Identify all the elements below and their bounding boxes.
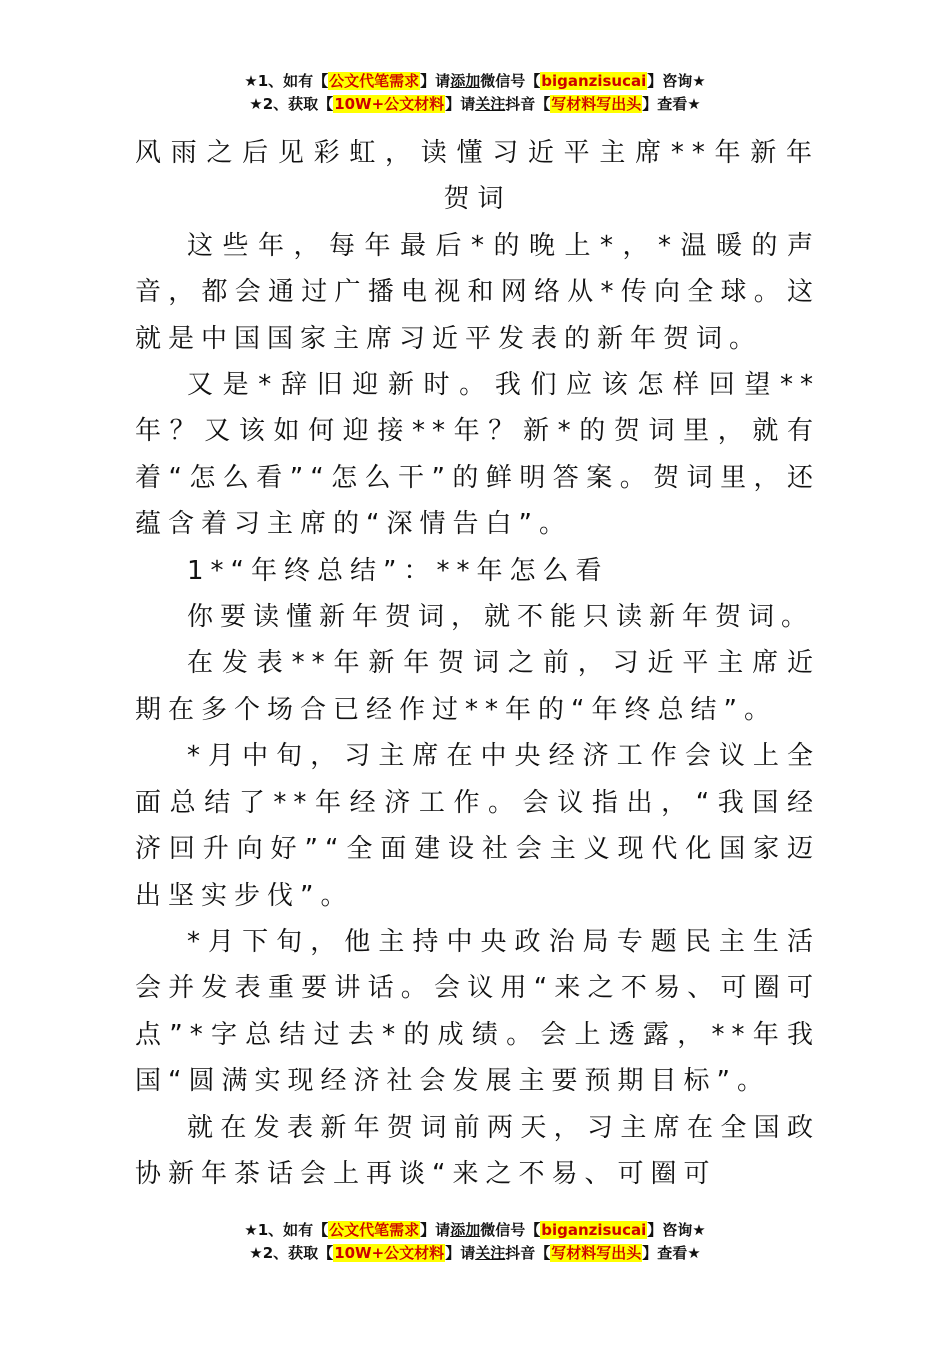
footer-banner	[0, 1219, 950, 1265]
document-body	[135, 130, 820, 1197]
banner-text: ★1、如有【	[244, 1221, 329, 1239]
highlight-douyin-id: 写材料写出头	[551, 1244, 642, 1262]
banner-line-1	[0, 70, 950, 93]
paragraph: 在发表**年新年贺词之前，习近平主席近期在多个场合已经作过**年的“年终总结”。	[135, 648, 820, 725]
banner-text: 】请	[420, 72, 451, 90]
highlight-wechat-id: biganzisucai	[541, 72, 647, 90]
banner-text: 】咨询★	[647, 1221, 706, 1239]
banner-text: 抖音【	[505, 95, 551, 113]
highlight-service: 公文代笔需求	[329, 1221, 420, 1239]
paragraph: *月中旬，习主席在中央经济工作会议上全面总结了**年经济工作。会议指出，“我国经济回升向好”“全面建设社会主义现代化国家迈出坚实步伐”。	[135, 741, 820, 911]
document-title: 风雨之后见彩虹，读懂习近平主席**年新年贺词	[135, 138, 820, 215]
paragraph: 这些年，每年最后*的晚上*，*温暖的声音，都会通过广播电视和网络从*传向全球。这就是中国国家主席习近平发表的新年贺词。	[135, 230, 820, 354]
paragraph: 就在发表新年贺词前两天，习主席在全国政协新年茶话会上再谈“来之不易、可圈可	[135, 1112, 820, 1189]
section-heading: 1*“年终总结”：**年怎么看	[187, 555, 609, 586]
banner-text: 微信号【	[480, 72, 541, 90]
banner-line-2	[0, 93, 950, 116]
banner-text: 】查看★	[642, 1244, 701, 1262]
banner-text: 】咨询★	[647, 72, 706, 90]
highlight-wechat-id: biganzisucai	[541, 1221, 647, 1239]
highlight-douyin-id: 写材料写出头	[551, 95, 642, 113]
underline-follow: 关注	[475, 1244, 506, 1262]
banner-text: 抖音【	[505, 1244, 551, 1262]
underline-add: 添加	[450, 1221, 481, 1239]
banner-text: 】请	[445, 1244, 476, 1262]
header-banner	[0, 70, 950, 116]
banner-text: ★2、获取【	[249, 95, 334, 113]
banner-text: 】请	[420, 1221, 451, 1239]
banner-line-2	[0, 1242, 950, 1265]
paragraph: 又是*辞旧迎新时。我们应该怎样回望**年？又该如何迎接**年？新*的贺词里，就有着“怎么看”“怎么干”的鲜明答案。贺词里，还蕴含着习主席的“深情告白”。	[135, 370, 820, 540]
banner-line-1	[0, 1219, 950, 1242]
banner-text: 】查看★	[642, 95, 701, 113]
paragraph: 你要读懂新年贺词，就不能只读新年贺词。	[187, 602, 815, 633]
paragraph: *月下旬，他主持中央政治局专题民主生活会并发表重要讲话。会议用“来之不易、可圈可点”*字总结过去*的成绩。会上透露，**年我国“圆满实现经济社会发展主要预期目标”。	[135, 926, 820, 1097]
banner-text: 微信号【	[480, 1221, 541, 1239]
highlight-materials: 10W+公文材料	[334, 1244, 445, 1262]
banner-text: ★2、获取【	[249, 1244, 334, 1262]
highlight-service: 公文代笔需求	[329, 72, 420, 90]
banner-text: ★1、如有【	[244, 72, 329, 90]
underline-add: 添加	[450, 72, 481, 90]
banner-text: 】请	[445, 95, 476, 113]
underline-follow: 关注	[475, 95, 506, 113]
highlight-materials: 10W+公文材料	[334, 95, 445, 113]
